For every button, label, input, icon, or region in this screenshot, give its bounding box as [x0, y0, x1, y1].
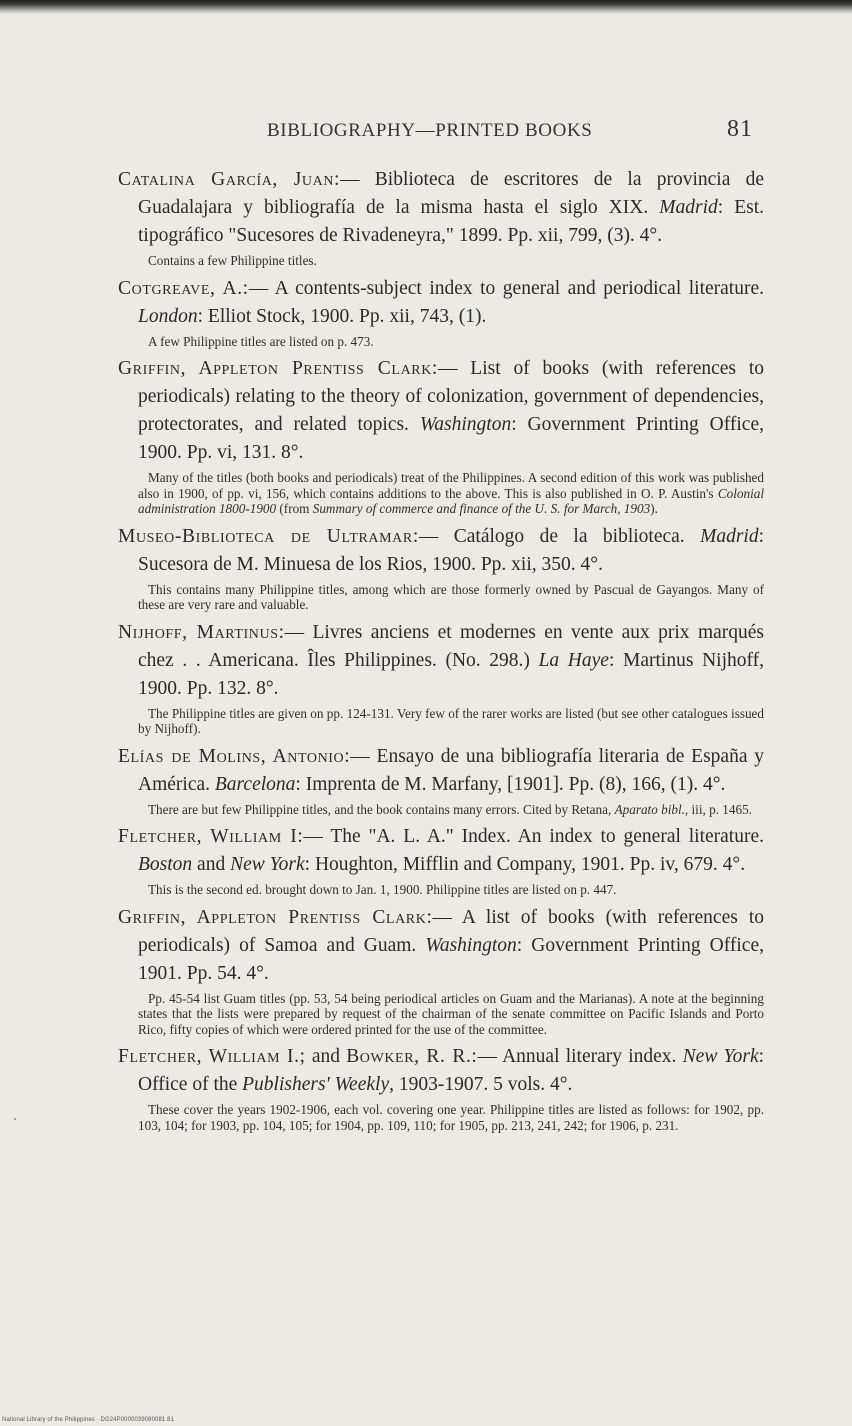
place-of-publication: Barcelona — [214, 773, 296, 795]
bibliography-entry — [118, 275, 764, 350]
title-text: — Ensayo de una bibliografía literaria de España y América. — [138, 745, 764, 795]
imprint-text: : Sucesora de M. Minuesa de los Rios, 1900. Pp. xii, 350. 4°. — [138, 525, 765, 575]
annotation — [118, 470, 764, 517]
title-text: — A list of books (with references to periodicals) of Samoa and Guam. — [138, 906, 764, 956]
bibliography-entry — [118, 355, 764, 517]
annotation-text: Many of the titles (both books and periodicals) treat of the Philippines. A second edition of this work was published also in 1900, of pp. vi, 156, which contains additions to the above. This is also published in O. P. Austin's — [138, 470, 764, 501]
title-text: — Catálogo de la biblioteca. — [418, 525, 701, 547]
place-of-publication: New York — [682, 1046, 759, 1067]
imprint-text: : Government Printing Office, 1900. Pp. vi, 131. 8°. — [138, 414, 764, 463]
title-text: — Biblioteca de escritores de la provincia de Guadalajara y bibliografía de la misma hasta el siglo XIX. — [138, 169, 764, 218]
place-of-publication: Washington — [425, 934, 517, 956]
scan-top-edge — [0, 0, 852, 14]
periodical-title: Publishers' Weekly — [242, 1074, 390, 1095]
bibliography-entry — [118, 823, 764, 898]
author: Elías de Molins, Antonio: — [118, 745, 351, 767]
author: Cotgreave, A.: — [118, 277, 249, 299]
annotation: This is the second ed. brought down to Jan. 1, 1900. Philippine titles are listed on p. 447. — [148, 882, 617, 897]
annotation-italic: Aparato bibl. — [614, 801, 685, 817]
connector-text: : Office of the — [138, 1046, 765, 1095]
page-number: 81 — [727, 116, 753, 142]
annotation-text: , iii, p. 1465. — [684, 801, 752, 817]
citation — [118, 904, 764, 988]
title-text: — A contents-subject index to general and periodical literature. — [248, 277, 764, 299]
bibliography-entry — [118, 1043, 764, 1133]
annotation — [118, 802, 764, 818]
imprint-text: : Imprenta de M. Marfany, [1901]. Pp. (8), 166, (1). 4°. — [295, 773, 726, 795]
imprint-text: : Est. tipográfico "Sucesores de Rivadeneyra," 1899. Pp. xii, 799, (3). 4°. — [138, 197, 764, 246]
place-of-publication: New York — [230, 854, 305, 875]
annotation-text: (from — [276, 501, 313, 516]
author: Fletcher, William I.; — [118, 1046, 306, 1067]
connector-text: and — [305, 1046, 347, 1067]
imprint-text: : Elliot Stock, 1900. Pp. xii, 743, (1). — [197, 305, 487, 327]
citation — [118, 355, 764, 467]
annotation: Contains a few Philippine titles. — [148, 253, 317, 268]
annotation-text: There are but few Philippine titles, and the book contains many errors. Cited by Retana, — [148, 801, 615, 817]
title-text: — The "A. L. A." Index. An index to general literature. — [303, 826, 764, 847]
scan-footer: National Library of the Philippines · DG24P0000039080081.81 — [2, 1417, 175, 1423]
citation — [118, 1043, 764, 1099]
annotation-italic: Colonial administration 1800-1900 — [138, 485, 764, 516]
title-text: — List of books (with references to periodicals) relating to the theory of colonization, government of dependencies, protectorates, and related topics. — [138, 358, 764, 435]
imprint-text: : Government Printing Office, 1901. Pp. 54. 4°. — [138, 934, 764, 984]
author: Bowker, R. R.: — [346, 1046, 478, 1067]
place-of-publication: London — [138, 305, 198, 327]
annotation-text: ). — [650, 501, 658, 516]
annotation: A few Philippine titles are listed on p. 473. — [148, 333, 374, 349]
place-of-publication: La Haye — [538, 649, 609, 671]
citation — [118, 275, 764, 331]
annotation: These cover the years 1902-1906, each vol. covering one year. Philippine titles are listed as follows: for 1902, pp. 103, 104; for 1903, pp. 104, 105; for 1904, pp. 109, 110; for 1905, pp. 213, 241, 242; for 1906, p. 231. — [138, 1102, 764, 1133]
connector-text: and — [192, 854, 231, 875]
running-title: BIBLIOGRAPHY—PRINTED BOOKS — [267, 120, 593, 141]
citation — [118, 823, 764, 879]
bibliography-list — [118, 166, 764, 1139]
imprint-text: : Martinus Nijhoff, 1900. Pp. 132. 8°. — [138, 649, 764, 699]
place-of-publication: Washington — [419, 414, 512, 435]
citation — [118, 619, 764, 703]
author: Griffin, Appleton Prentiss Clark: — [118, 358, 438, 379]
author: Griffin, Appleton Prentiss Clark: — [118, 906, 433, 928]
bibliography-entry — [118, 743, 764, 818]
page-header — [0, 118, 852, 148]
annotation: Pp. 45-54 list Guam titles (pp. 53, 54 being periodical articles on Guam and the Marianas). A note at the beginning states that the lists were prepared by request of the chairman of the senate committee on Pacific Islands and Porto Rico, fifty copies of which were ordered printed for the use of the committee. — [138, 990, 764, 1037]
citation — [118, 166, 764, 250]
annotation: This contains many Philippine titles, among which are those formerly owned by Pascual de Gayangos. Many of these are very rare and valuable. — [138, 581, 764, 612]
annotation-italic: Summary of commerce and finance of the U. S. for March, 1903 — [312, 501, 651, 516]
title-text: — Livres anciens et modernes en vente aux prix marqués chez . . Americana. Îles Philippines. (No. 298.) — [138, 621, 765, 671]
annotation: The Philippine titles are given on pp. 124-131. Very few of the rarer works are listed (but see other catalogues issued by Nijhoff). — [138, 705, 764, 736]
imprint-text: : Houghton, Mifflin and Company, 1901. Pp. iv, 679. 4°. — [304, 854, 746, 875]
place-of-publication: Madrid — [700, 525, 759, 547]
imprint-text: , 1903-1907. 5 vols. 4°. — [389, 1074, 573, 1095]
citation — [118, 743, 764, 799]
author: Nijhoff, Martinus: — [118, 621, 285, 643]
place-of-publication: Boston — [138, 854, 193, 875]
bibliography-entry — [118, 523, 764, 613]
author: Museo-Biblioteca de Ultramar: — [118, 525, 419, 547]
bibliography-entry — [118, 904, 764, 1038]
scan-speck — [14, 1118, 16, 1120]
place-of-publication: Madrid — [659, 197, 718, 218]
citation — [118, 523, 764, 579]
bibliography-entry — [118, 619, 764, 737]
author: Catalina García, Juan: — [118, 169, 341, 190]
title-text: — Annual literary index. — [477, 1046, 683, 1067]
bibliography-entry — [118, 166, 764, 269]
author: Fletcher, William I: — [118, 826, 304, 847]
